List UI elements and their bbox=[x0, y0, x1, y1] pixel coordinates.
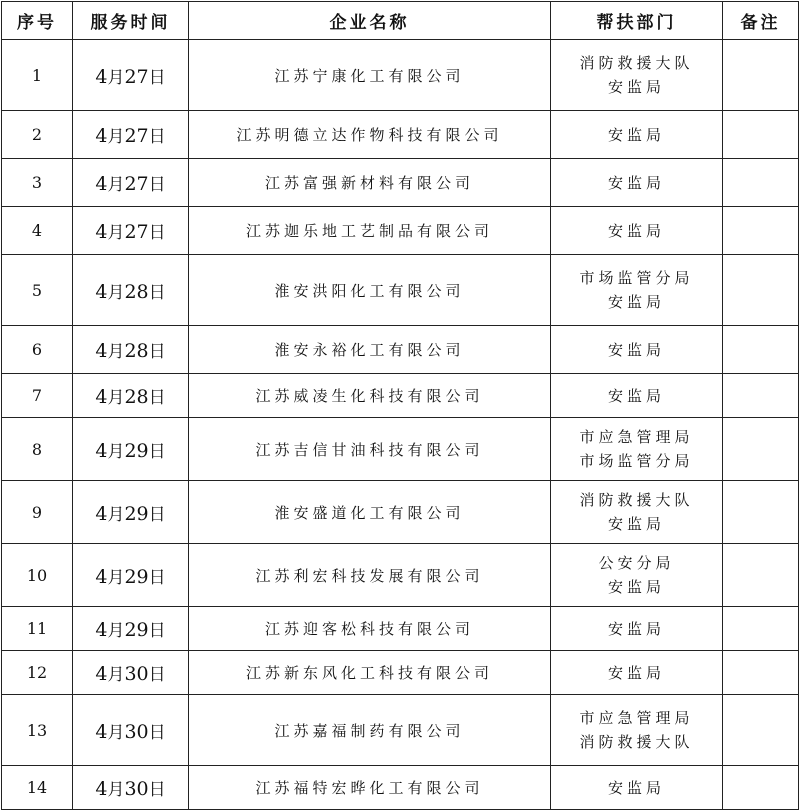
date-day: 28 bbox=[124, 340, 149, 362]
row-date bbox=[73, 159, 189, 207]
table-row bbox=[2, 418, 799, 481]
row-company: 江苏富强新材料有限公司 bbox=[189, 159, 551, 207]
row-company: 江苏吉信甘油科技有限公司 bbox=[189, 418, 551, 481]
row-index: 14 bbox=[2, 766, 73, 810]
date-day-unit: 日 bbox=[148, 504, 166, 525]
dept-line: 安监局 bbox=[607, 125, 665, 144]
dept-line: 安监局 bbox=[607, 515, 665, 533]
row-remark bbox=[723, 607, 799, 651]
row-remark bbox=[723, 481, 799, 544]
row-index: 6 bbox=[2, 326, 73, 374]
row-index: 9 bbox=[2, 481, 73, 544]
date-day: 27 bbox=[124, 173, 149, 195]
header-row bbox=[2, 2, 799, 40]
date-day-unit: 日 bbox=[148, 567, 166, 588]
row-dept bbox=[551, 207, 723, 255]
date-month: 4 bbox=[95, 439, 108, 462]
row-dept bbox=[551, 695, 723, 766]
date-month-unit: 月 bbox=[107, 282, 125, 303]
dept-line: 公安分局 bbox=[598, 554, 675, 572]
dept-line: 安监局 bbox=[607, 173, 665, 192]
date-day: 27 bbox=[124, 65, 149, 88]
date-month-unit: 月 bbox=[107, 127, 125, 147]
dept-line: 消防救援大队 bbox=[579, 491, 694, 509]
dept-line: 安监局 bbox=[607, 293, 665, 311]
header-dept: 帮扶部门 bbox=[551, 2, 723, 40]
row-index: 8 bbox=[2, 418, 73, 481]
row-dept bbox=[551, 766, 723, 810]
row-index: 2 bbox=[2, 111, 73, 159]
row-company: 江苏宁康化工有限公司 bbox=[189, 40, 551, 111]
row-index: 5 bbox=[2, 255, 73, 326]
row-index: 13 bbox=[2, 695, 73, 766]
date-month-unit: 月 bbox=[107, 504, 125, 525]
date-month-unit: 月 bbox=[107, 567, 125, 588]
row-dept bbox=[551, 159, 723, 207]
date-month: 4 bbox=[95, 386, 108, 408]
row-remark bbox=[723, 544, 799, 607]
row-dept bbox=[551, 111, 723, 159]
row-index: 3 bbox=[2, 159, 73, 207]
date-day-unit: 日 bbox=[148, 67, 166, 88]
date-day: 29 bbox=[124, 565, 149, 588]
row-date bbox=[73, 766, 189, 810]
date-month-unit: 月 bbox=[107, 388, 125, 408]
date-month-unit: 月 bbox=[107, 665, 125, 685]
row-company: 淮安永裕化工有限公司 bbox=[189, 326, 551, 374]
service-table bbox=[1, 1, 799, 810]
dept-line: 安监局 bbox=[607, 578, 665, 596]
row-date bbox=[73, 111, 189, 159]
row-date bbox=[73, 418, 189, 481]
header-remark: 备注 bbox=[723, 2, 799, 40]
date-day: 30 bbox=[124, 720, 149, 743]
dept-line: 安监局 bbox=[607, 340, 665, 359]
date-month: 4 bbox=[95, 340, 108, 362]
dept-line: 市场监管分局 bbox=[579, 452, 694, 470]
date-day-unit: 日 bbox=[148, 621, 166, 641]
row-remark bbox=[723, 766, 799, 810]
row-date bbox=[73, 374, 189, 418]
row-company: 江苏迦乐地工艺制品有限公司 bbox=[189, 207, 551, 255]
dept-line: 市应急管理局 bbox=[579, 709, 694, 727]
row-dept bbox=[551, 418, 723, 481]
row-dept bbox=[551, 255, 723, 326]
date-day-unit: 日 bbox=[148, 665, 166, 685]
date-day: 28 bbox=[124, 280, 149, 303]
date-month-unit: 月 bbox=[107, 621, 125, 641]
row-remark bbox=[723, 40, 799, 111]
row-company: 江苏福特宏晔化工有限公司 bbox=[189, 766, 551, 810]
date-day: 27 bbox=[124, 125, 149, 147]
date-day-unit: 日 bbox=[148, 127, 166, 147]
row-date bbox=[73, 651, 189, 695]
row-remark bbox=[723, 255, 799, 326]
row-date bbox=[73, 40, 189, 111]
row-index: 10 bbox=[2, 544, 73, 607]
table-row bbox=[2, 111, 799, 159]
date-day: 29 bbox=[124, 502, 149, 525]
date-month: 4 bbox=[95, 778, 108, 800]
date-day-unit: 日 bbox=[148, 223, 166, 243]
row-dept bbox=[551, 481, 723, 544]
row-dept bbox=[551, 374, 723, 418]
row-remark bbox=[723, 111, 799, 159]
date-month: 4 bbox=[95, 65, 108, 88]
dept-line: 安监局 bbox=[607, 221, 665, 240]
row-date bbox=[73, 544, 189, 607]
date-month: 4 bbox=[95, 502, 108, 525]
table-row bbox=[2, 40, 799, 111]
row-index: 11 bbox=[2, 607, 73, 651]
row-company: 江苏嘉福制药有限公司 bbox=[189, 695, 551, 766]
row-date bbox=[73, 481, 189, 544]
row-date bbox=[73, 207, 189, 255]
table-row bbox=[2, 326, 799, 374]
row-dept bbox=[551, 651, 723, 695]
row-company: 淮安盛道化工有限公司 bbox=[189, 481, 551, 544]
date-month-unit: 月 bbox=[107, 223, 125, 243]
date-day-unit: 日 bbox=[148, 175, 166, 195]
date-month-unit: 月 bbox=[107, 67, 125, 88]
date-month-unit: 月 bbox=[107, 780, 125, 800]
row-index: 4 bbox=[2, 207, 73, 255]
header-index: 序号 bbox=[2, 2, 73, 40]
table-row bbox=[2, 207, 799, 255]
row-remark bbox=[723, 651, 799, 695]
date-day-unit: 日 bbox=[148, 780, 166, 800]
row-remark bbox=[723, 374, 799, 418]
row-date bbox=[73, 607, 189, 651]
header-date: 服务时间 bbox=[73, 2, 189, 40]
date-day: 30 bbox=[124, 663, 149, 685]
dept-line: 安监局 bbox=[607, 663, 665, 682]
date-day-unit: 日 bbox=[148, 441, 166, 462]
date-month: 4 bbox=[95, 125, 108, 147]
table-row bbox=[2, 159, 799, 207]
date-month-unit: 月 bbox=[107, 175, 125, 195]
dept-line: 消防救援大队 bbox=[579, 54, 694, 72]
dept-line: 安监局 bbox=[607, 386, 665, 405]
row-company: 江苏迎客松科技有限公司 bbox=[189, 607, 551, 651]
date-month: 4 bbox=[95, 221, 108, 243]
row-date bbox=[73, 255, 189, 326]
date-month-unit: 月 bbox=[107, 722, 125, 743]
date-month-unit: 月 bbox=[107, 342, 125, 362]
date-day: 29 bbox=[124, 439, 149, 462]
table-row bbox=[2, 481, 799, 544]
date-month: 4 bbox=[95, 173, 108, 195]
dept-line: 消防救援大队 bbox=[579, 733, 694, 751]
date-day: 28 bbox=[124, 386, 149, 408]
table-row bbox=[2, 255, 799, 326]
row-dept bbox=[551, 326, 723, 374]
date-month: 4 bbox=[95, 280, 108, 303]
row-remark bbox=[723, 159, 799, 207]
row-company: 江苏明德立达作物科技有限公司 bbox=[189, 111, 551, 159]
table-row bbox=[2, 695, 799, 766]
date-day: 27 bbox=[124, 221, 149, 243]
date-month: 4 bbox=[95, 720, 108, 743]
row-index: 12 bbox=[2, 651, 73, 695]
dept-line: 市应急管理局 bbox=[579, 428, 694, 446]
row-company: 江苏新东风化工科技有限公司 bbox=[189, 651, 551, 695]
date-month: 4 bbox=[95, 565, 108, 588]
row-company: 江苏利宏科技发展有限公司 bbox=[189, 544, 551, 607]
row-date bbox=[73, 326, 189, 374]
date-month: 4 bbox=[95, 663, 108, 685]
date-day-unit: 日 bbox=[148, 282, 166, 303]
header-company: 企业名称 bbox=[189, 2, 551, 40]
table-row bbox=[2, 651, 799, 695]
date-day: 29 bbox=[124, 619, 149, 641]
row-company: 淮安洪阳化工有限公司 bbox=[189, 255, 551, 326]
date-month-unit: 月 bbox=[107, 441, 125, 462]
date-month: 4 bbox=[95, 619, 108, 641]
table-row bbox=[2, 607, 799, 651]
date-day-unit: 日 bbox=[148, 722, 166, 743]
table-row bbox=[2, 374, 799, 418]
date-day: 30 bbox=[124, 778, 149, 800]
dept-line: 安监局 bbox=[607, 619, 665, 638]
row-remark bbox=[723, 695, 799, 766]
table-row bbox=[2, 544, 799, 607]
row-dept bbox=[551, 40, 723, 111]
row-index: 7 bbox=[2, 374, 73, 418]
row-dept bbox=[551, 607, 723, 651]
table-row bbox=[2, 766, 799, 810]
row-remark bbox=[723, 207, 799, 255]
date-day-unit: 日 bbox=[148, 342, 166, 362]
dept-line: 安监局 bbox=[607, 778, 665, 797]
date-day-unit: 日 bbox=[148, 388, 166, 408]
row-remark bbox=[723, 418, 799, 481]
row-date bbox=[73, 695, 189, 766]
row-remark bbox=[723, 326, 799, 374]
dept-line: 安监局 bbox=[607, 78, 665, 96]
row-index: 1 bbox=[2, 40, 73, 111]
row-company: 江苏威凌生化科技有限公司 bbox=[189, 374, 551, 418]
dept-line: 市场监管分局 bbox=[579, 269, 694, 287]
row-dept bbox=[551, 544, 723, 607]
